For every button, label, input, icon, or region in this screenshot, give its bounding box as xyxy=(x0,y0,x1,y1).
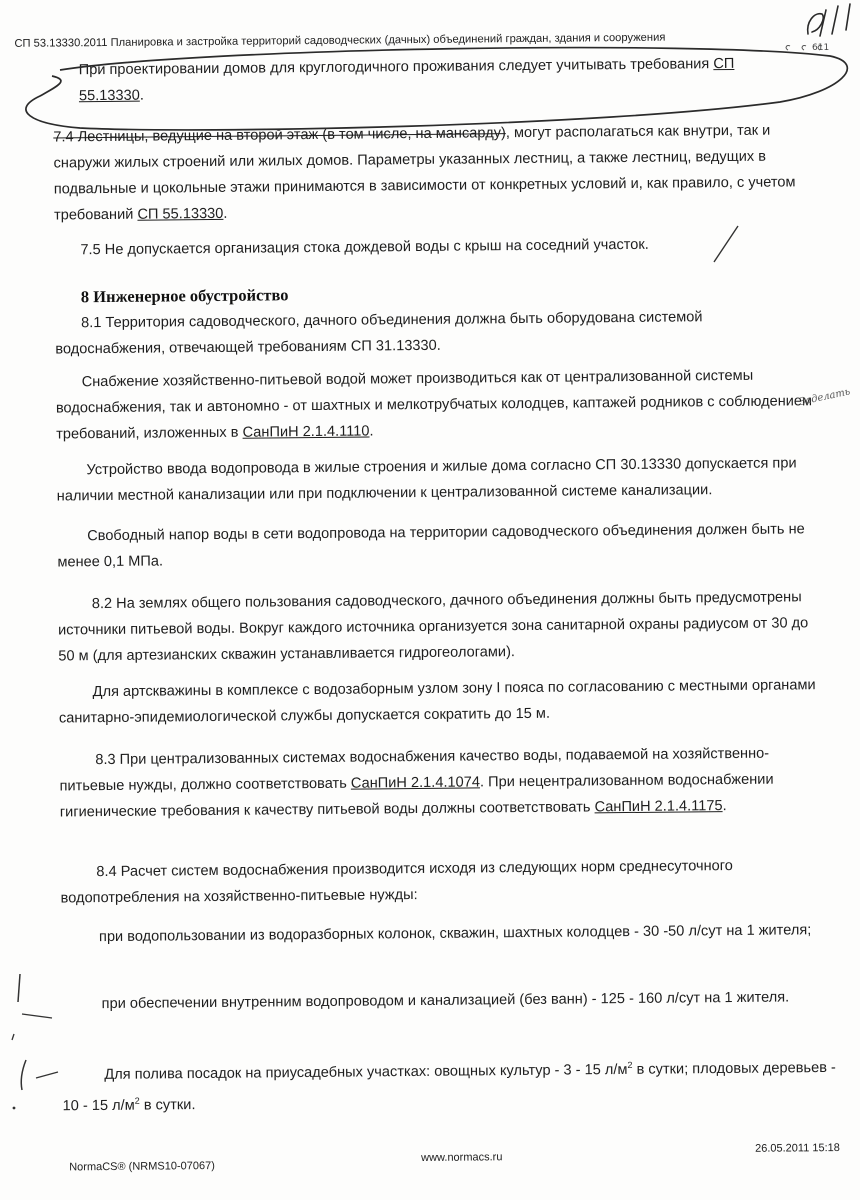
paragraph-8-4-wells: при водопользовании из водоразборных колонок, скважин, шахтных колодцев - 30 -50 л/сут на 1 жителя; xyxy=(98,922,812,946)
link-sanpin-2-1-4-1110[interactable]: СанПиН 2.1.4.1110 xyxy=(242,423,370,441)
page-header: СП 53.13330.2011 Планировка и застройка территорий садоводческих (дачных) объединений граждан, здания и сооружения xyxy=(14,31,666,50)
footer-center: www.normacs.ru xyxy=(421,1151,503,1165)
footer-right: 26.05.2011 15:18 xyxy=(755,1141,840,1155)
footer-left: NormaCS® (NRMS10-07067) xyxy=(69,1159,215,1174)
page-number-handwriting xyxy=(808,4,850,53)
ink-mark-left-1 xyxy=(18,974,20,1002)
struck-text: 7.4 Лестницы, ведущие на второй этаж (в том числе, на мансарду) xyxy=(53,125,506,146)
paragraph-8-4-watering: Для полива посадок на приусадебных участках: овощных культур - 3 - 15 $л/м^2$ в сутки; плодовых деревьев - 10 - 15 $л/м^2$ в сутки. xyxy=(62,1059,836,1115)
paragraph-8-4: 8.4 Расчет систем водоснабжения производится исходя из следующих норм среднесуточного водопотребления на хозяйственно-питьевые нужды: xyxy=(60,858,733,907)
ink-mark-left-5 xyxy=(36,1072,58,1078)
ink-ellipse xyxy=(26,48,847,130)
section-heading-8: 8 Инженерное обустройство xyxy=(80,285,289,307)
ink-tick-7-5 xyxy=(714,226,738,262)
paragraph-8-1-pressure: Свободный напор воды в сети водопровода на территории садоводческого объединения должен быть не менее 0,1 МПа. xyxy=(57,521,805,571)
superscript-2: 2 xyxy=(627,1059,633,1071)
paragraph-8-1: 8.1 Территория садоводческого, дачного объединения должна быть оборудована системой водоснабжения, отвечающей требованиям СП 31.13330. xyxy=(55,309,703,358)
ink-dot xyxy=(13,1107,16,1110)
paragraph-7-4: 7.4 Лестницы, ведущие на второй этаж (в том числе, на мансарду), могут располагаться как внутри, так и снаружи жилых строений или жилых домов. Параметры указанных лестниц, а также лестниц, ведущих в подвальные и цокольные этажи принимаются в зависимости от конкретных условий и, как правило, с учетом требований СП 55.13330. xyxy=(53,122,796,224)
superscript-2b: 2 xyxy=(134,1095,140,1106)
paragraph-8-2: 8.2 На землях общего пользования садоводческого, дачного объединения должны быть предусмотрены источники питьевой воды. Вокруг каждого источника организуется зона санитарной охраны радиусом от 30 до 50 м (для артезианских скважин устанавливается гидрогеологами). xyxy=(57,589,809,665)
ink-mark-left-2 xyxy=(22,1014,52,1018)
paragraph-8-1-supply: Снабжение хозяйственно-питьевой водой может производиться как от централизованной системы водоснабжения, так и автономно - от шахтных и мелкотрубчатых колодцев, каптажей родников с соблюдением требований, изложенных в СанПиН 2.1.4.1110. xyxy=(55,367,813,443)
paragraph-8-3: 8.3 При централизованных системах водоснабжения качество воды, подаваемой на хозяйственно-питьевые нужды, должно соответствовать СанПиН 2.1.4.1074. При нецентрализованном водоснабжении гигиенические требования к качеству питьевой воды должны соответствовать СанПиН 2.1.4.1175. xyxy=(59,745,774,821)
paragraph-round-year: При проектировании домов для круглогодичного проживания следует учитывать требования СП 55.13330. xyxy=(78,55,735,105)
paragraph-8-4-plumbing: при обеспечении внутренним водопроводом и канализацией (без ванн) - 125 - 160 л/сут на 1 жителя. xyxy=(101,989,790,1013)
page-number-text: 611 xyxy=(812,43,830,53)
ink-mark-left-3 xyxy=(12,1034,14,1040)
link-sanpin-2-1-4-1074[interactable]: СанПиН 2.1.4.1074 xyxy=(350,774,481,792)
ink-mark-left-4 xyxy=(21,1060,26,1090)
paragraph-8-1-input: Устройство ввода водопровода в жилые строения и жилые дома согласно СП 30.13330 допускается при наличии местной канализации или при подключении к централизованной системе канализации. xyxy=(56,455,797,505)
margin-note: Заделать xyxy=(798,386,852,408)
link-sanpin-2-1-4-1175[interactable]: СанПиН 2.1.4.1175 xyxy=(594,798,723,816)
link-sp-55-13330-b[interactable]: СП 55.13330 xyxy=(137,205,224,223)
paragraph-8-2-artwell: Для артскважины в комплексе с водозаборным узлом зону I пояса по согласованию с местными органами санитарно-эпидемиологической службы допускается сократить до 15 м. xyxy=(58,677,816,727)
paragraph-7-5: 7.5 Не допускается организация стока дождевой воды с крыш на соседний участок. xyxy=(80,236,649,259)
link-sp-55-13330[interactable]: СП 55.13330 xyxy=(78,55,735,105)
